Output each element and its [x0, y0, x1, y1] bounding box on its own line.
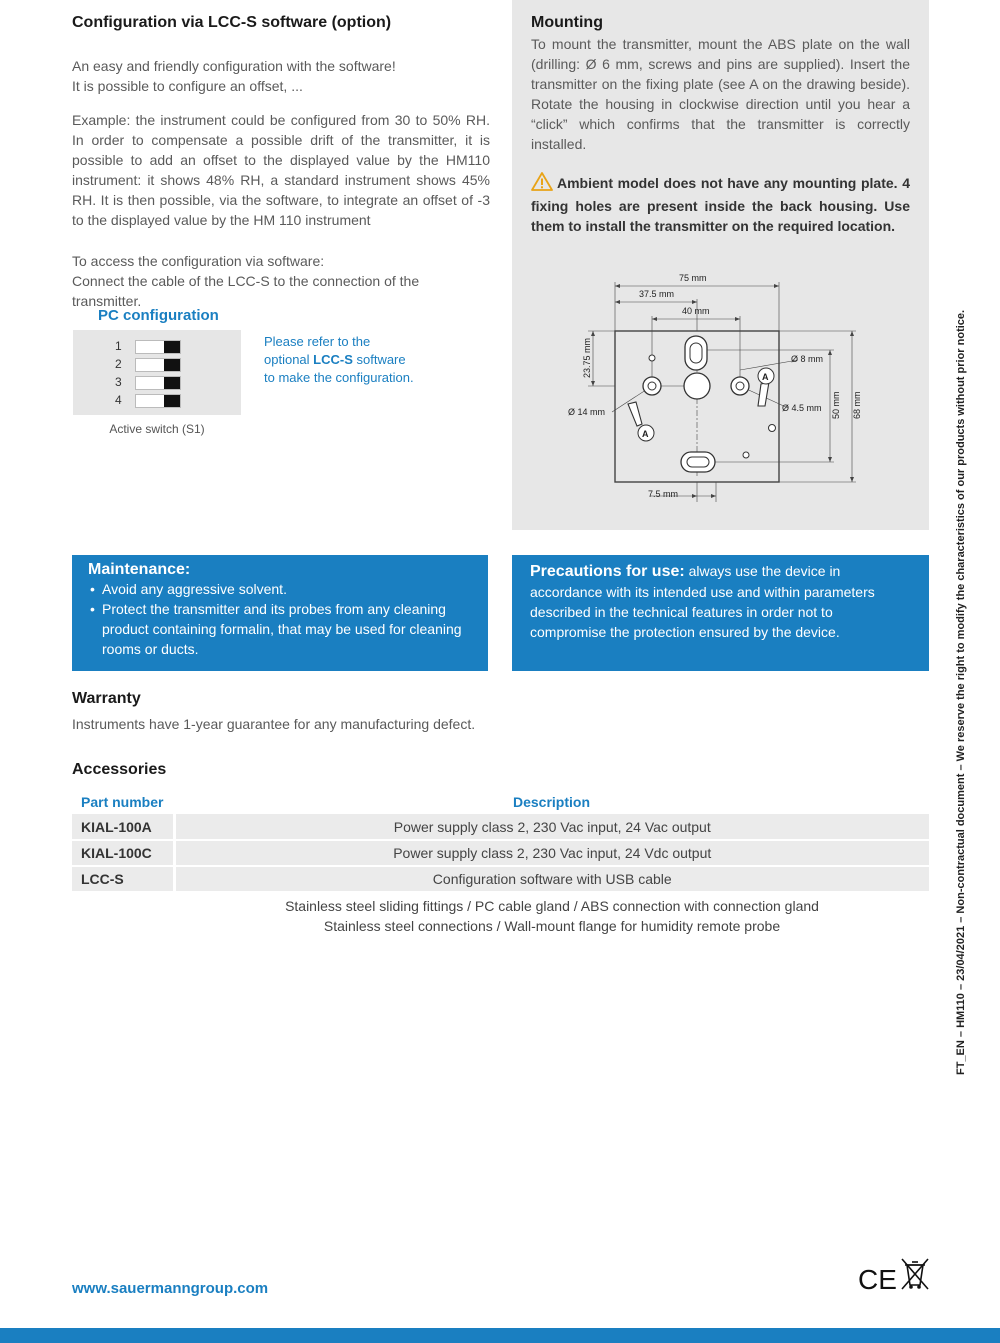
dip-switch-row — [73, 338, 241, 355]
dim-14: Ø 14 mm — [568, 407, 606, 417]
mounting-warning: Ambient model does not have any mounting plate. 4 fixing holes are present inside the back housing. Use them to install the transmitter on the required location. — [531, 172, 910, 236]
part-number-cell: KIAL-100C — [72, 840, 174, 866]
dim-4-5: Ø 4.5 mm — [782, 403, 822, 413]
accessories-extra — [175, 896, 929, 936]
config-access — [72, 251, 490, 311]
config-access-line: To access the configuration via software: — [72, 253, 325, 269]
dim-8: Ø 8 mm — [791, 354, 824, 364]
accessories-extra-line: Stainless steel sliding fittings / PC cable gland / ABS connection with connection gland — [285, 898, 819, 914]
label-a: A — [642, 429, 649, 439]
accessories-table — [72, 790, 929, 893]
column-header-description: Description — [512, 794, 590, 810]
ce-mark-logo — [858, 1262, 898, 1301]
pc-config-note: Please refer to the optional LCC-S software to make the configuration. — [264, 334, 414, 385]
dip-switch-row — [73, 356, 241, 373]
dip-switch-row — [73, 374, 241, 391]
column-header-part: Part number — [81, 794, 164, 810]
side-legal-note: FT_EN – HM110 – 23/04/2021 – Non-contractual document – We reserve the right to modify the characteristics of our products without prior notice. — [955, 309, 967, 1075]
dip-switch-number: 2 — [115, 357, 122, 371]
part-number-cell: KIAL-100A — [72, 814, 174, 840]
mounting-title: Mounting — [531, 14, 603, 31]
config-title: Configuration via LCC-S software (option) — [72, 14, 392, 31]
accessories-extra-line: Stainless steel connections / Wall-mount flange for humidity remote probe — [323, 918, 781, 934]
description-cell: Power supply class 2, 230 Vac input, 24 Vac output — [174, 814, 929, 840]
list-item: • Avoid any aggressive solvent. — [88, 579, 472, 599]
weee-bin-icon — [900, 1257, 930, 1296]
dip-switch-number: 3 — [115, 375, 122, 389]
part-number-cell: LCC-S — [72, 866, 174, 892]
precautions-title: Precautions for use: — [530, 563, 685, 580]
warranty-text: Instruments have 1-year guarantee for any manufacturing defect. — [72, 716, 476, 732]
bottom-accent-bar — [0, 1328, 1000, 1343]
config-example: Example: the instrument could be configured from 30 to 50% RH. In order to compensate a possible drift of the transmitter, it is possible to add an offset to the displayed value by the HM110 instrument: it shows 48% RH, a standard instrument shows 45% RH. It is then possible, via the software, to integrate an offset of -3 to the displayed value by the HM 110 instrument — [72, 112, 490, 228]
dip-switch — [135, 358, 181, 372]
config-intro-line: An easy and friendly configuration with the software! — [72, 58, 396, 74]
dim-7-5: 7.5 mm — [648, 489, 679, 499]
config-intro-line: It is possible to configure an offset, ... — [72, 78, 303, 94]
config-access-line: Connect the cable of the LCC-S to the connection of the transmitter. — [72, 273, 420, 309]
precautions-box — [512, 555, 929, 671]
warranty-title: Warranty — [72, 690, 141, 707]
accessories-title: Accessories — [72, 761, 167, 778]
dim-40: 40 mm — [682, 306, 710, 316]
svg-text:CE: CE — [858, 1264, 897, 1295]
mounting-text: To mount the transmitter, mount the ABS plate on the wall (drilling: Ø 6 mm, screws and pins are supplied). Insert the transmitter on the fixing plate (see A on the drawing beside). Rotate the housing in clockwise direction until you hear a “click” which confirms that the transmitter is correctly installed. — [531, 36, 910, 152]
dim-50: 50 mm — [831, 391, 841, 419]
dim-75: 75 mm — [679, 273, 707, 283]
dim-23-75: 23.75 mm — [582, 337, 592, 378]
warning-triangle-icon — [531, 172, 553, 196]
dim-68: 68 mm — [852, 391, 862, 419]
maintenance-title: Maintenance: — [88, 561, 191, 578]
switch-caption: Active switch (S1) — [109, 422, 205, 436]
maintenance-list — [88, 579, 472, 659]
description-cell: Power supply class 2, 230 Vac input, 24 Vdc output — [174, 840, 929, 866]
dip-switch-number: 4 — [115, 393, 122, 407]
dip-switch — [135, 376, 181, 390]
config-intro — [72, 56, 490, 96]
mounting-drawing — [566, 266, 876, 506]
label-a: A — [762, 372, 769, 382]
dip-switch — [135, 340, 181, 354]
table-row — [72, 814, 929, 840]
dip-switch-row — [73, 392, 241, 409]
footer-website-link[interactable]: www.sauermanngroup.com — [72, 1280, 269, 1297]
pc-config-title: PC configuration — [98, 307, 219, 324]
table-header-row — [72, 790, 929, 814]
dip-switch-panel — [73, 330, 241, 415]
dip-switch-number: 1 — [115, 339, 122, 353]
maintenance-box — [72, 555, 488, 671]
table-row — [72, 840, 929, 866]
mounting-panel — [512, 0, 929, 530]
list-item: • Protect the transmitter and its probes from any cleaning product containing formalin, that may be used for cleaning rooms or ducts. — [88, 599, 472, 659]
table-row — [72, 866, 929, 892]
dip-switch — [135, 394, 181, 408]
description-cell: Configuration software with USB cable — [174, 866, 929, 892]
precautions-text: always use the device in accordance with its intended use and within parameters described in the technical features in order not to compromise the protection ensured by the device. — [530, 563, 875, 640]
dim-37-5: 37.5 mm — [639, 289, 675, 299]
